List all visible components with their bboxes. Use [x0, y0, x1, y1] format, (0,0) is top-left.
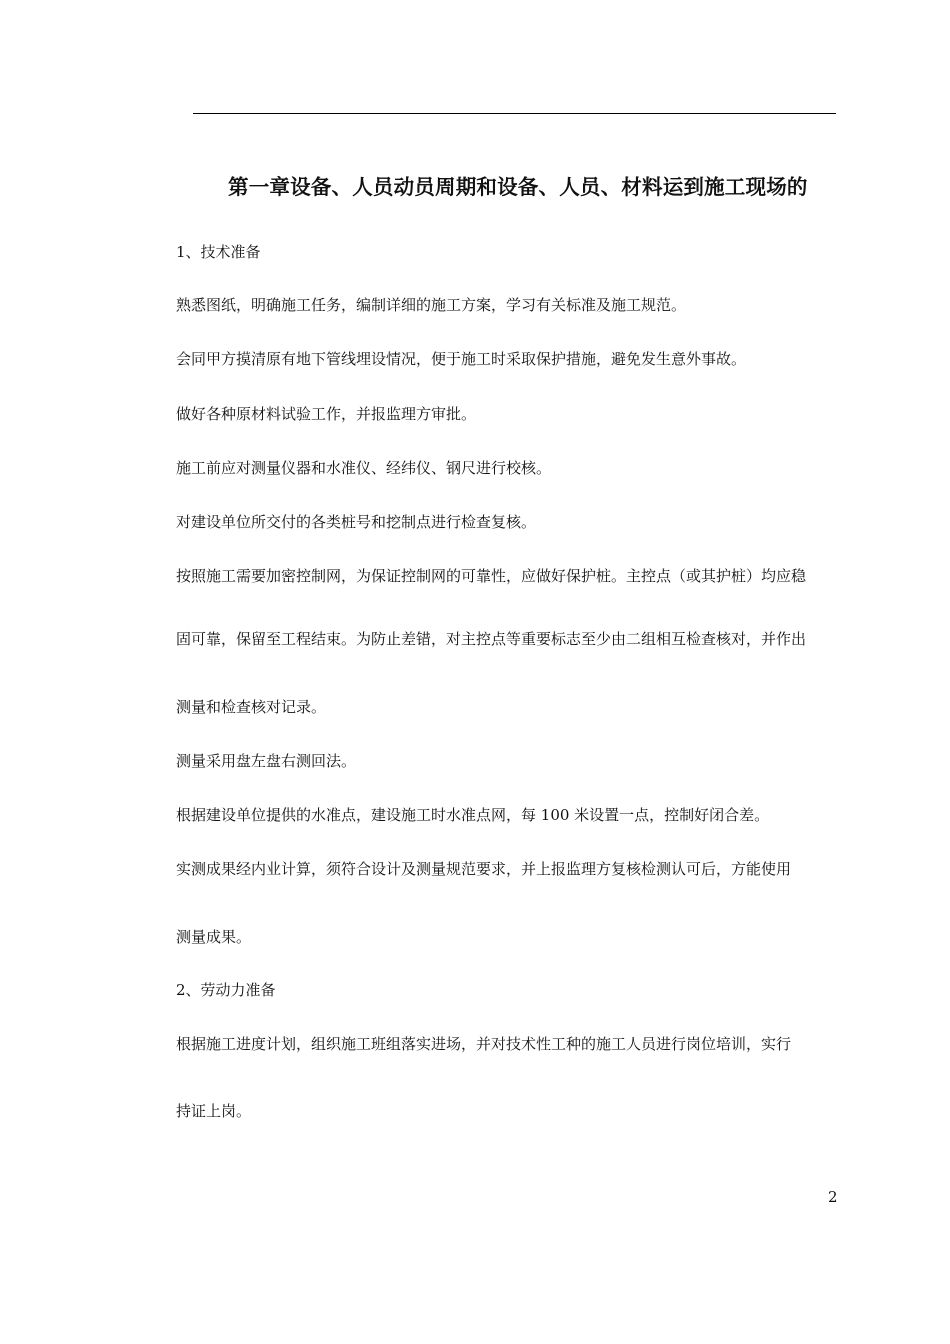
paragraph-line: 熟悉图纸，明确施工任务，编制详细的施工方案，学习有关标准及施工规范。 [176, 296, 687, 314]
paragraph-line: 根据建设单位提供的水准点，建设施工时水准点网，每 100 米设置一点，控制好闭合差。 [176, 806, 770, 824]
paragraph-line: 实测成果经内业计算，须符合设计及测量规范要求，并上报监理方复核检测认可后，方能使用 [176, 860, 792, 878]
paragraph-line: 施工前应对测量仪器和水准仪、经纬仪、钢尺进行校核。 [176, 459, 552, 477]
section-heading-1: 1、技术准备 [176, 243, 261, 261]
paragraph-line: 会同甲方摸清原有地下管线埋设情况，便于施工时采取保护措施，避免发生意外事故。 [176, 350, 747, 368]
section-heading-2: 2、劳动力准备 [176, 981, 276, 999]
page-number: 2 [828, 1188, 838, 1206]
paragraph-line: 按照施工需要加密控制网，为保证控制网的可靠性，应做好保护桩。主控点（或其护桩）均应稳 [176, 567, 807, 585]
paragraph-line: 测量成果。 [176, 928, 252, 946]
chapter-title: 第一章设备、人员动员周期和设备、人员、材料运到施工现场的 [228, 175, 808, 199]
paragraph-line: 固可靠，保留至工程结束。为防止差错，对主控点等重要标志至少由二组相互检查核对，并作出 [176, 630, 807, 648]
paragraph-line: 做好各种原材料试验工作，并报监理方审批。 [176, 405, 477, 423]
paragraph-line: 根据施工进度计划，组织施工班组落实进场，并对技术性工种的施工人员进行岗位培训，实行 [176, 1035, 792, 1053]
paragraph-line: 对建设单位所交付的各类桩号和挖制点进行检查复核。 [176, 513, 537, 531]
header-rule [193, 113, 836, 114]
paragraph-line: 测量和检查核对记录。 [176, 698, 327, 716]
paragraph-line: 持证上岗。 [176, 1102, 252, 1120]
paragraph-line: 测量采用盘左盘右测回法。 [176, 752, 357, 770]
